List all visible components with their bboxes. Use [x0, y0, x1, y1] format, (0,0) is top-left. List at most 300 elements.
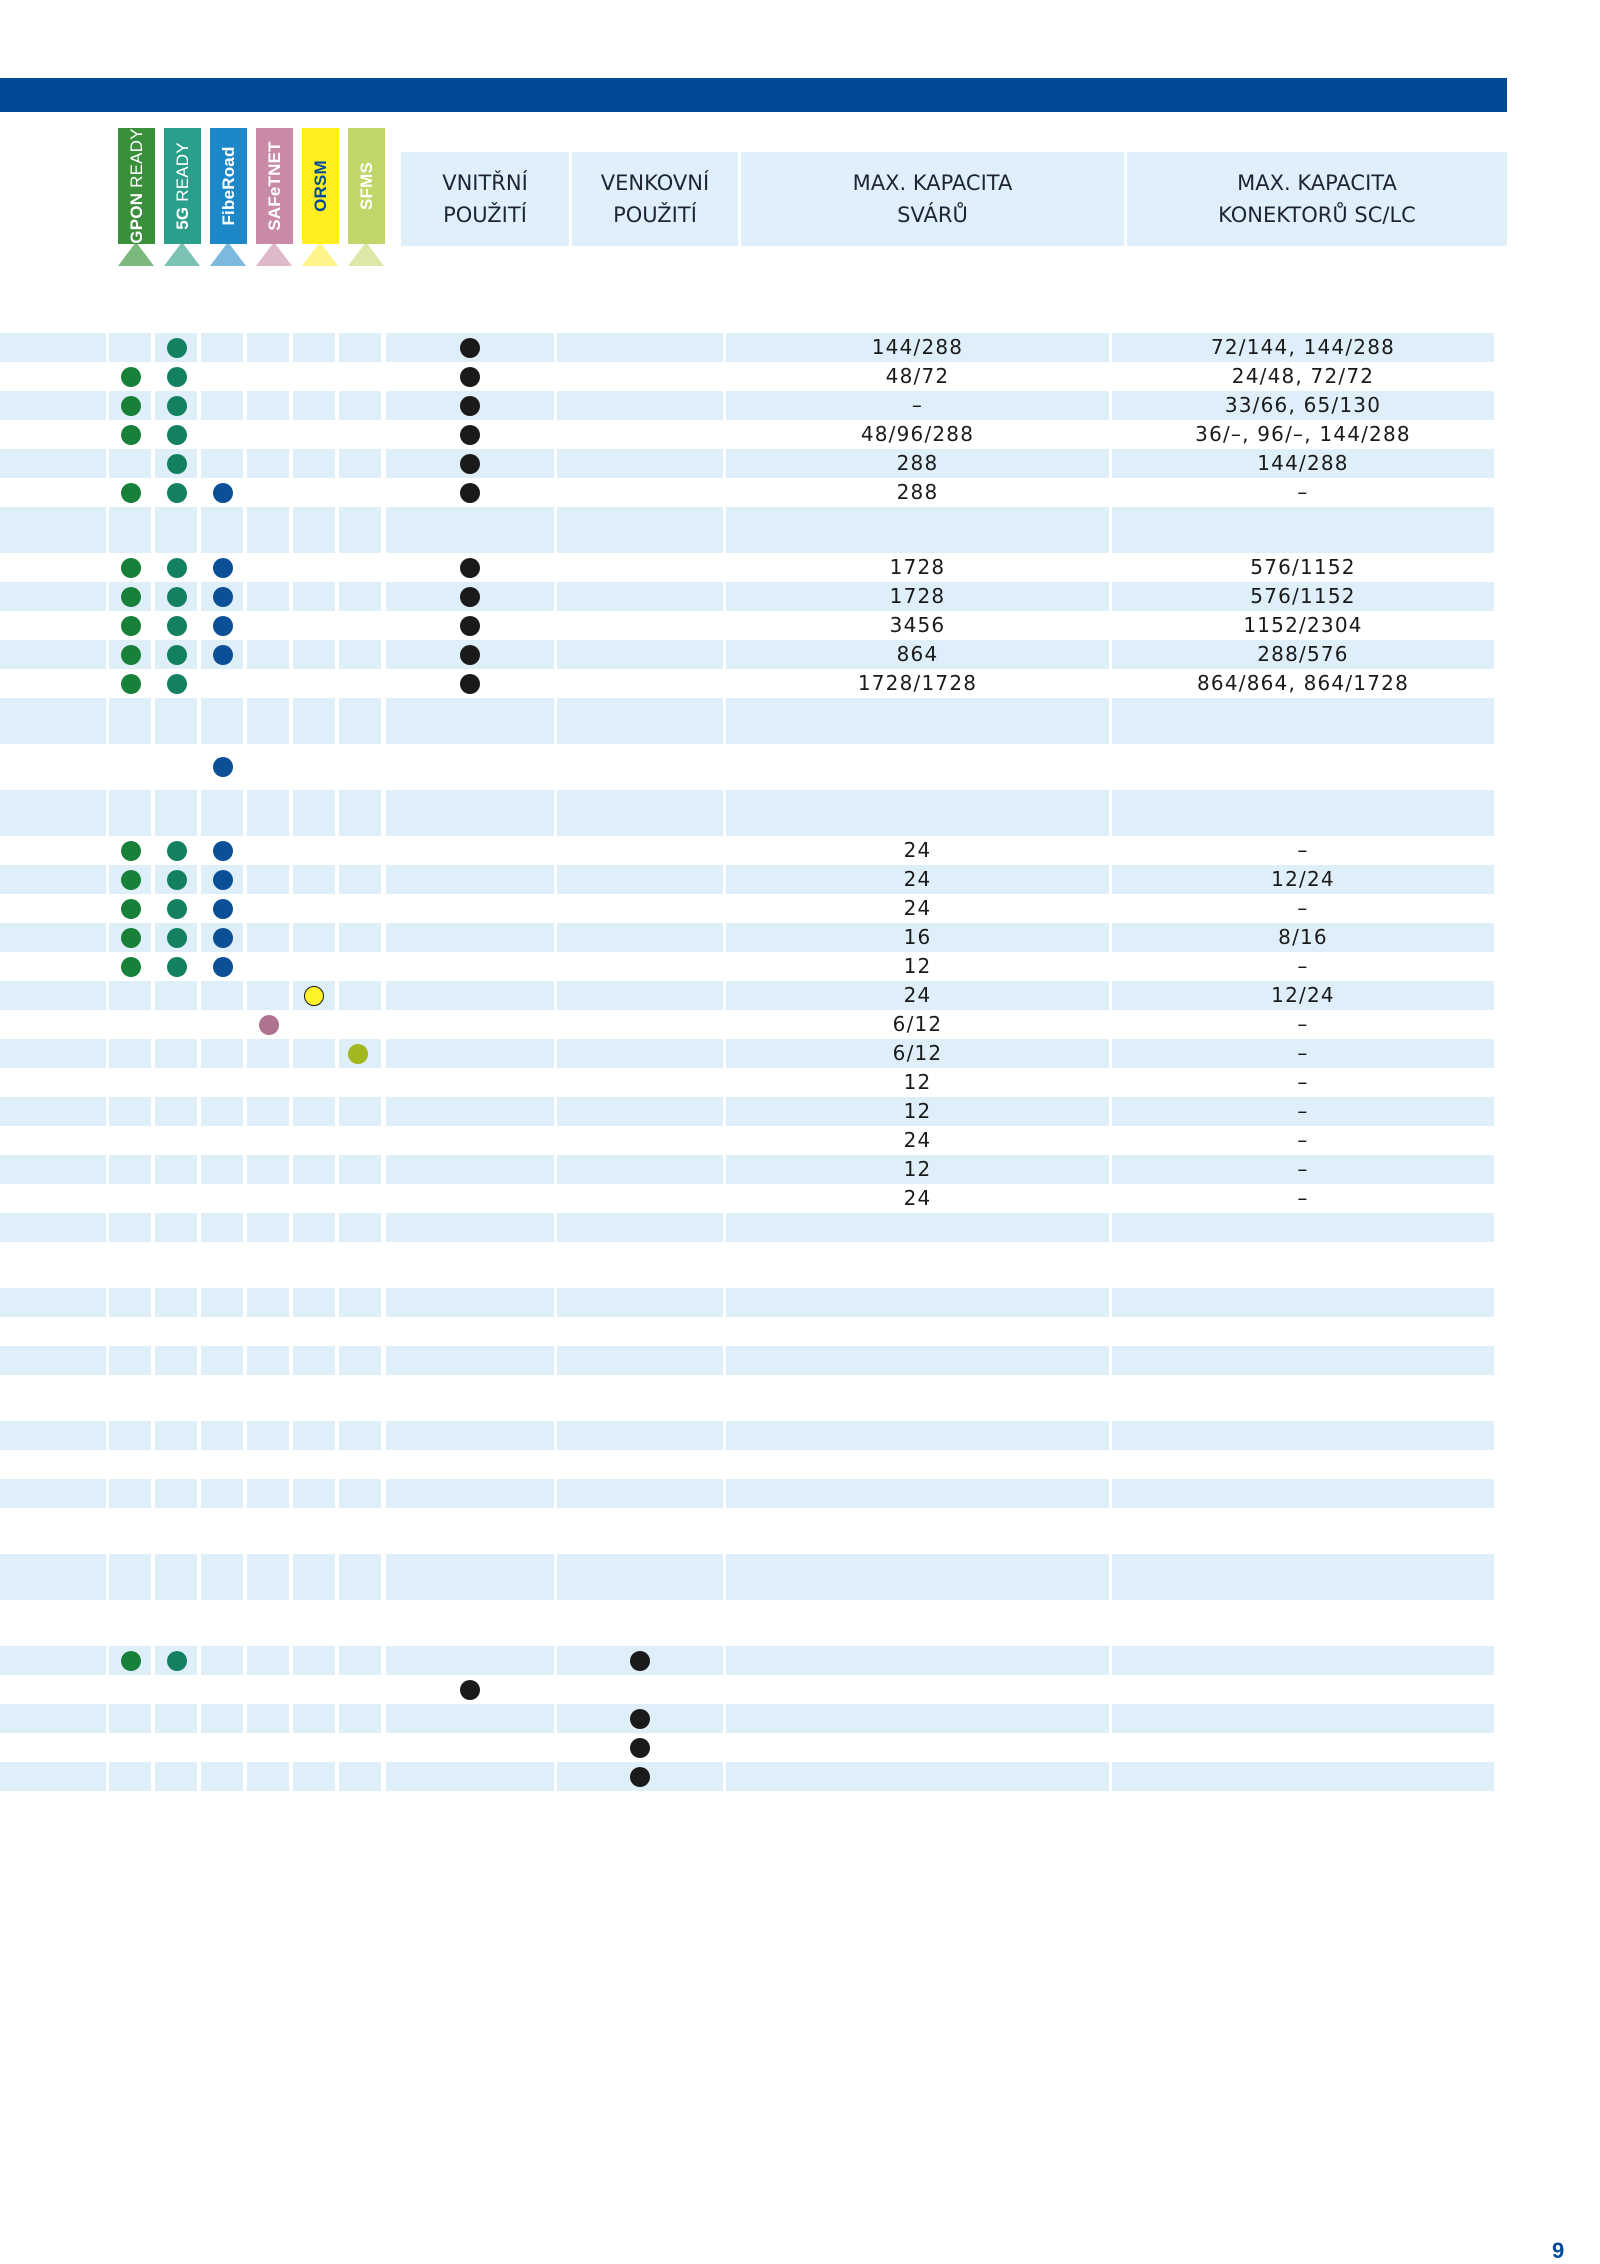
table-cell — [109, 1288, 151, 1317]
feature-dot-gpon-ready — [121, 367, 141, 387]
table-cell — [557, 1126, 723, 1155]
table-cell — [557, 865, 723, 894]
splice-capacity-value — [726, 507, 1109, 536]
table-cell — [109, 790, 151, 836]
connector-capacity-value: 33/66, 65/130 — [1224, 393, 1382, 417]
table-cell — [339, 1126, 381, 1155]
table-cell — [155, 1600, 197, 1646]
connector-capacity-value: 576/1152 — [1250, 584, 1356, 608]
table-cell — [155, 1375, 197, 1421]
table-cell — [386, 865, 554, 894]
splice-capacity-value — [726, 1479, 1109, 1508]
table-cell — [557, 744, 723, 790]
table-cell — [339, 1155, 381, 1184]
table-cell — [557, 1288, 723, 1317]
badge-fiberoad-arrow-icon — [210, 242, 246, 266]
table-cell — [557, 1242, 723, 1288]
table-cell — [155, 1097, 197, 1126]
splice-capacity-value — [726, 698, 1109, 727]
connector-capacity-value: 8/16 — [1278, 925, 1328, 949]
table-cell — [0, 333, 106, 362]
badge-gpon-ready — [118, 128, 155, 266]
badge-label-light: READY — [126, 128, 146, 193]
table-cell — [109, 981, 151, 1010]
splice-capacity-value: 24 — [903, 896, 932, 920]
feature-dot-5g-ready — [167, 899, 187, 919]
table-cell — [386, 894, 554, 923]
table-cell — [247, 1375, 289, 1421]
table-cell — [339, 611, 381, 640]
splice-capacity-value — [726, 1675, 1109, 1704]
table-cell — [247, 1600, 289, 1646]
table-cell — [293, 952, 335, 981]
table-cell — [557, 1421, 723, 1450]
table-cell — [293, 1213, 335, 1242]
table-cell — [0, 1508, 106, 1554]
table-cell — [247, 1704, 289, 1733]
table-cell — [109, 1791, 151, 1837]
table-row — [0, 1126, 1494, 1155]
table-cell — [201, 420, 243, 449]
table-cell — [339, 1421, 381, 1450]
table-cell — [339, 1450, 381, 1479]
table-cell — [0, 1762, 106, 1791]
table-cell — [247, 1791, 289, 1837]
table-cell — [339, 1791, 381, 1837]
table-cell — [247, 640, 289, 669]
connector-capacity-value: – — [1297, 1012, 1309, 1036]
table-cell — [557, 1097, 723, 1126]
badge-5g-ready-label — [173, 142, 193, 230]
table-cell — [386, 1126, 554, 1155]
connector-capacity-value — [1112, 1791, 1494, 1820]
table-cell — [557, 894, 723, 923]
table-cell — [339, 1288, 381, 1317]
table-cell — [109, 1097, 151, 1126]
splice-capacity-value: 12 — [903, 1099, 932, 1123]
badge-safetnet-arrow-icon — [256, 242, 292, 266]
table-row — [0, 1675, 1494, 1704]
table-cell — [247, 611, 289, 640]
feature-dot-fiberoad — [213, 928, 233, 948]
table-cell — [109, 1508, 151, 1554]
table-cell — [339, 836, 381, 865]
badge-sfms-body — [348, 128, 385, 244]
splice-capacity-value: 6/12 — [892, 1041, 943, 1065]
connector-capacity-value: – — [1297, 1070, 1309, 1094]
table-cell — [339, 478, 381, 507]
table-cell — [201, 507, 243, 553]
table-cell — [0, 478, 106, 507]
table-cell — [386, 1554, 554, 1600]
connector-capacity-value: – — [1297, 480, 1309, 504]
table-cell — [557, 1213, 723, 1242]
table-cell — [109, 1675, 151, 1704]
table-cell — [293, 1554, 335, 1600]
table-cell — [0, 698, 106, 744]
splice-capacity-value — [726, 1317, 1109, 1346]
table-cell — [201, 1242, 243, 1288]
table-cell — [339, 669, 381, 698]
table-cell — [155, 1508, 197, 1554]
table-row — [0, 582, 1494, 611]
table-cell — [293, 1242, 335, 1288]
table-cell — [339, 1375, 381, 1421]
table-cell — [109, 1068, 151, 1097]
connector-capacity-value: – — [1297, 1128, 1309, 1152]
outdoor-use-dot — [630, 1738, 650, 1758]
table-cell — [293, 1184, 335, 1213]
table-cell — [386, 836, 554, 865]
indoor-use-dot — [460, 674, 480, 694]
table-cell — [0, 1733, 106, 1762]
splice-capacity-value: 1728 — [889, 555, 946, 579]
table-cell — [201, 1704, 243, 1733]
indoor-use-dot — [460, 616, 480, 636]
feature-dot-fiberoad — [213, 870, 233, 890]
table-cell — [247, 981, 289, 1010]
table-row — [0, 698, 1494, 744]
badge-safetnet — [256, 128, 293, 266]
table-cell — [109, 698, 151, 744]
table-cell — [339, 1600, 381, 1646]
table-row — [0, 1010, 1494, 1039]
table-cell — [0, 981, 106, 1010]
table-cell — [155, 698, 197, 744]
table-cell — [0, 1346, 106, 1375]
table-cell — [0, 1704, 106, 1733]
table-cell — [201, 981, 243, 1010]
table-cell — [339, 952, 381, 981]
splice-capacity-value: 12 — [903, 954, 932, 978]
feature-dot-gpon-ready — [121, 396, 141, 416]
table-cell — [247, 553, 289, 582]
page-number: 9 — [1552, 2238, 1565, 2263]
table-row — [0, 333, 1494, 362]
table-cell — [109, 1479, 151, 1508]
table-cell — [109, 1184, 151, 1213]
feature-dot-gpon-ready — [121, 616, 141, 636]
splice-capacity-value: 144/288 — [871, 335, 964, 359]
badge-fiberoad-label — [219, 146, 239, 225]
connector-capacity-value — [1112, 1762, 1494, 1791]
table-cell — [339, 1508, 381, 1554]
table-cell — [339, 391, 381, 420]
table-row — [0, 1097, 1494, 1126]
table-cell — [247, 478, 289, 507]
feature-dot-5g-ready — [167, 841, 187, 861]
table-cell — [155, 1155, 197, 1184]
table-cell — [293, 1068, 335, 1097]
connector-capacity-value: 144/288 — [1257, 451, 1349, 475]
connector-capacity-value — [1112, 698, 1494, 727]
badge-safetnet-label — [265, 141, 285, 230]
connector-capacity-value: – — [1297, 1186, 1309, 1210]
splice-capacity-value — [726, 1421, 1109, 1450]
badge-5g-ready-arrow-icon — [164, 242, 200, 266]
connector-capacity-value — [1112, 790, 1494, 819]
outdoor-use-dot — [630, 1709, 650, 1729]
table-cell — [339, 582, 381, 611]
splice-capacity-value — [726, 1346, 1109, 1375]
table-cell — [109, 1155, 151, 1184]
table-cell — [557, 611, 723, 640]
table-row — [0, 1646, 1494, 1675]
table-cell — [247, 1242, 289, 1288]
connector-capacity-value — [1112, 1375, 1494, 1404]
table-cell — [155, 1126, 197, 1155]
table-cell — [293, 669, 335, 698]
table-cell — [386, 1097, 554, 1126]
table-cell — [386, 1242, 554, 1288]
table-cell — [201, 1346, 243, 1375]
table-cell — [247, 1733, 289, 1762]
connector-capacity-value — [1112, 1675, 1494, 1704]
splice-capacity-value — [726, 1554, 1109, 1583]
table-row — [0, 923, 1494, 952]
connector-capacity-value: 864/864, 864/1728 — [1196, 671, 1409, 695]
table-cell — [293, 1375, 335, 1421]
table-cell — [0, 952, 106, 981]
table-cell — [0, 1242, 106, 1288]
table-cell — [557, 669, 723, 698]
table-cell — [109, 449, 151, 478]
connector-capacity-value — [1112, 1213, 1494, 1242]
table-cell — [201, 1010, 243, 1039]
table-cell — [0, 1675, 106, 1704]
table-cell — [0, 669, 106, 698]
table-cell — [386, 1213, 554, 1242]
feature-dot-fiberoad — [213, 558, 233, 578]
table-cell — [339, 507, 381, 553]
table-cell — [155, 1288, 197, 1317]
table-cell — [247, 1675, 289, 1704]
table-cell — [201, 1097, 243, 1126]
table-cell — [293, 611, 335, 640]
feature-dot-5g-ready — [167, 870, 187, 890]
feature-dot-5g-ready — [167, 558, 187, 578]
table-row — [0, 1733, 1494, 1762]
feature-dot-gpon-ready — [121, 870, 141, 890]
table-cell — [557, 790, 723, 836]
table-cell — [0, 1375, 106, 1421]
table-cell — [339, 449, 381, 478]
table-cell — [386, 1039, 554, 1068]
table-cell — [339, 865, 381, 894]
splice-capacity-value: 288 — [896, 451, 939, 475]
connector-capacity-value: 24/48, 72/72 — [1231, 364, 1375, 388]
table-cell — [109, 1010, 151, 1039]
table-cell — [201, 1791, 243, 1837]
table-cell — [293, 1704, 335, 1733]
table-row — [0, 553, 1494, 582]
table-row — [0, 507, 1494, 553]
table-cell — [557, 1039, 723, 1068]
table-cell — [293, 1600, 335, 1646]
connector-capacity-value — [1112, 507, 1494, 536]
connector-capacity-value: 12/24 — [1271, 983, 1335, 1007]
table-row — [0, 952, 1494, 981]
table-cell — [293, 449, 335, 478]
table-row — [0, 391, 1494, 420]
table-cell — [247, 1508, 289, 1554]
table-cell — [201, 1317, 243, 1346]
table-cell — [201, 1421, 243, 1450]
table-row — [0, 611, 1494, 640]
table-cell — [155, 1762, 197, 1791]
table-cell — [386, 1791, 554, 1837]
table-cell — [109, 744, 151, 790]
table-row — [0, 1450, 1494, 1479]
table-row — [0, 1791, 1494, 1837]
connector-capacity-value — [1112, 1242, 1494, 1271]
table-cell — [293, 1039, 335, 1068]
table-cell — [247, 1646, 289, 1675]
connector-capacity-value: – — [1297, 896, 1309, 920]
table-row — [0, 1288, 1494, 1317]
table-cell — [155, 981, 197, 1010]
table-cell — [155, 1068, 197, 1097]
splice-capacity-value: 24 — [903, 867, 932, 891]
table-cell — [155, 1704, 197, 1733]
table-cell — [247, 865, 289, 894]
table-cell — [0, 1184, 106, 1213]
table-cell — [0, 865, 106, 894]
connector-capacity-value — [1112, 1508, 1494, 1537]
table-cell — [293, 362, 335, 391]
feature-dot-safetnet — [259, 1015, 279, 1035]
table-cell — [247, 698, 289, 744]
feature-dot-gpon-ready — [121, 558, 141, 578]
table-cell — [109, 333, 151, 362]
feature-dot-fiberoad — [213, 757, 233, 777]
table-cell — [155, 1479, 197, 1508]
splice-capacity-value — [726, 1288, 1109, 1317]
outdoor-use-dot — [630, 1767, 650, 1787]
badge-sfms — [348, 128, 385, 266]
badge-fiberoad-body — [210, 128, 247, 244]
table-cell — [247, 1213, 289, 1242]
table-cell — [557, 1317, 723, 1346]
table-row — [0, 865, 1494, 894]
table-cell — [201, 1375, 243, 1421]
table-cell — [339, 1068, 381, 1097]
connector-capacity-value: 1152/2304 — [1243, 613, 1363, 637]
table-cell — [293, 1675, 335, 1704]
badge-gpon-ready-body — [118, 128, 155, 244]
table-cell — [293, 836, 335, 865]
feature-dot-gpon-ready — [121, 841, 141, 861]
splice-capacity-value: 1728/1728 — [857, 671, 978, 695]
table-cell — [201, 362, 243, 391]
table-cell — [155, 1346, 197, 1375]
feature-dot-sfms — [348, 1044, 368, 1064]
table-row — [0, 894, 1494, 923]
connector-capacity-value: – — [1297, 1157, 1309, 1181]
splice-capacity-value — [726, 1508, 1109, 1537]
table-row — [0, 1600, 1494, 1646]
table-cell — [0, 1126, 106, 1155]
splice-capacity-value: 6/12 — [892, 1012, 943, 1036]
indoor-use-dot — [460, 396, 480, 416]
table-cell — [247, 1126, 289, 1155]
table-cell — [557, 553, 723, 582]
table-cell — [557, 1600, 723, 1646]
table-cell — [0, 1097, 106, 1126]
table-cell — [386, 1479, 554, 1508]
table-cell — [557, 1554, 723, 1600]
table-cell — [386, 1600, 554, 1646]
table-cell — [339, 362, 381, 391]
table-cell — [0, 391, 106, 420]
table-cell — [293, 582, 335, 611]
table-cell — [339, 1762, 381, 1791]
splice-capacity-value: 12 — [903, 1070, 932, 1094]
table-cell — [0, 553, 106, 582]
table-cell — [155, 1450, 197, 1479]
table-cell — [0, 1479, 106, 1508]
table-cell — [201, 1184, 243, 1213]
table-cell — [293, 1126, 335, 1155]
table-cell — [339, 1346, 381, 1375]
badge-label-bold: SFMS — [356, 161, 376, 211]
table-cell — [0, 1450, 106, 1479]
table-cell — [247, 1039, 289, 1068]
table-cell — [109, 1375, 151, 1421]
table-cell — [557, 1675, 723, 1704]
table-cell — [293, 478, 335, 507]
splice-capacity-value: 1728 — [889, 584, 946, 608]
table-row — [0, 1242, 1494, 1288]
table-row — [0, 1039, 1494, 1068]
table-cell — [339, 698, 381, 744]
badge-safetnet-body — [256, 128, 293, 244]
badge-sfms-label — [357, 162, 377, 210]
header-outdoor-use: VENKOVNÍ POUŽITÍ — [572, 152, 738, 246]
badge-gpon-ready-label — [127, 128, 147, 243]
table-cell — [386, 1288, 554, 1317]
badge-5g-ready-body — [164, 128, 201, 244]
table-cell — [0, 1010, 106, 1039]
table-cell — [339, 1097, 381, 1126]
indoor-use-dot — [460, 587, 480, 607]
table-cell — [247, 952, 289, 981]
table-cell — [0, 894, 106, 923]
table-cell — [0, 1155, 106, 1184]
connector-capacity-value — [1112, 1479, 1494, 1508]
table-cell — [293, 640, 335, 669]
badge-label-bold: SAFeTNET — [264, 141, 284, 231]
table-cell — [201, 1155, 243, 1184]
feature-dot-fiberoad — [213, 841, 233, 861]
connector-capacity-value: 36/–, 96/–, 144/288 — [1195, 422, 1411, 446]
table-cell — [557, 1375, 723, 1421]
table-cell — [557, 836, 723, 865]
table-cell — [293, 1288, 335, 1317]
splice-capacity-value: 864 — [896, 642, 939, 666]
splice-capacity-value: 24 — [903, 1128, 932, 1152]
table-cell — [386, 790, 554, 836]
splice-capacity-value: 24 — [903, 838, 932, 862]
table-cell — [339, 744, 381, 790]
table-row — [0, 1213, 1494, 1242]
table-row — [0, 744, 1494, 790]
table-row — [0, 362, 1494, 391]
table-cell — [557, 362, 723, 391]
table-cell — [557, 333, 723, 362]
table-cell — [247, 1479, 289, 1508]
indoor-use-dot — [460, 425, 480, 445]
